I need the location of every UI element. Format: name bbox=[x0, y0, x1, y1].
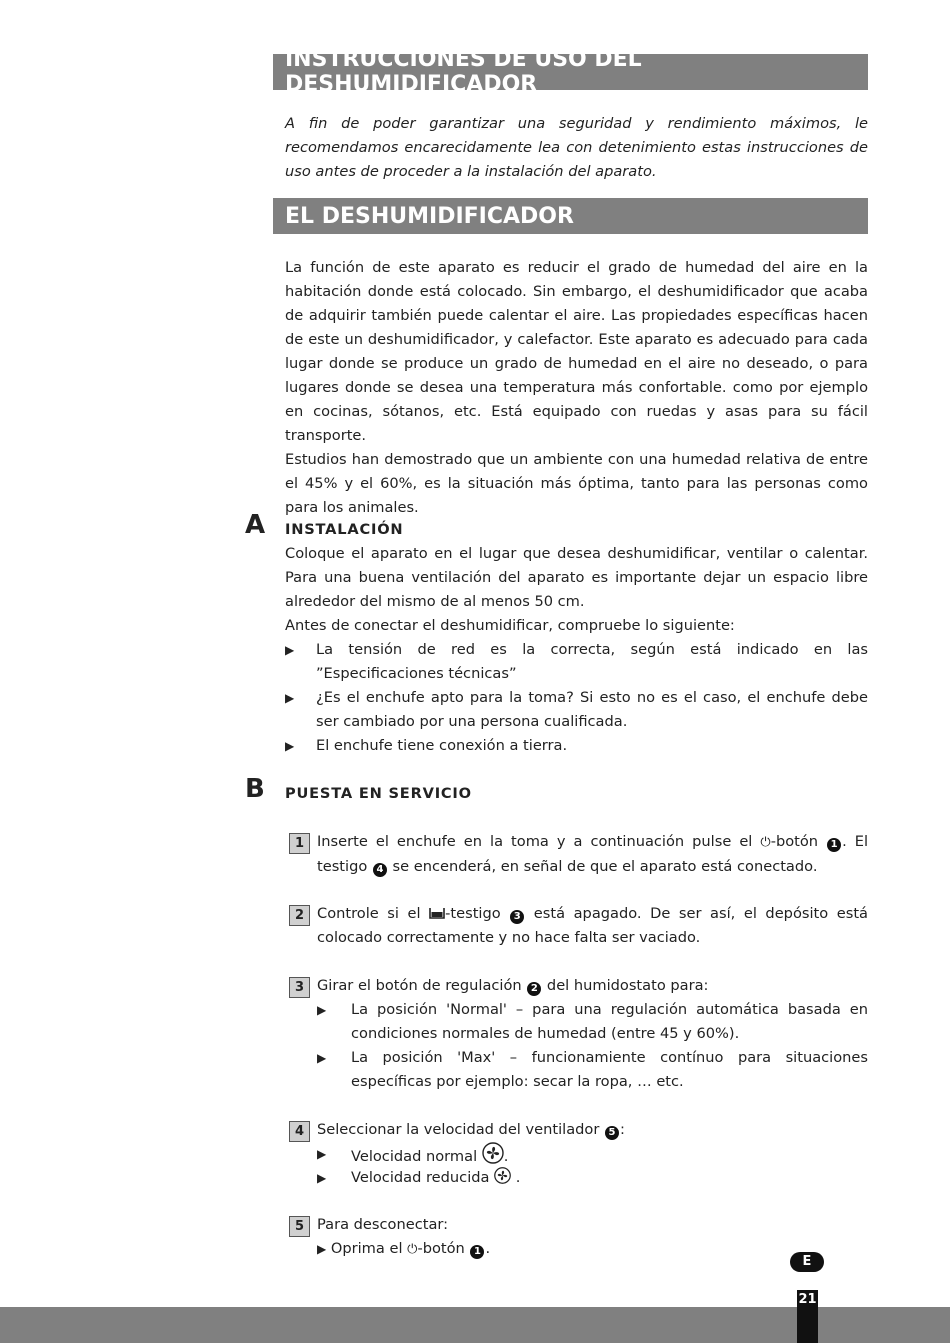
dehumidifier-para-2: Estudios han demostrado que un ambiente con una humedad relativa de entre el 45% y el 60%, es la situación más óptima, tanto para las personas como para los animales. bbox=[285, 451, 868, 516]
bullet-text: ¿Es el enchufe apto para la toma? Si esto no es el caso, el enchufe debe ser cambiado por una persona cualificada. bbox=[316, 689, 868, 730]
step-text: Para desconectar: bbox=[317, 1216, 449, 1233]
marker-1: 1 bbox=[827, 838, 841, 852]
step-text: Girar el botón de regulación 2 del humidostato para: bbox=[317, 977, 709, 994]
section-title-startup: PUESTA EN SERVICIO bbox=[285, 785, 472, 802]
section-title-installation: INSTALACIÓN bbox=[285, 521, 404, 538]
bullet-arrow-icon: ▶ bbox=[317, 1242, 327, 1256]
marker-5: 5 bbox=[605, 1126, 619, 1140]
section-letter-b: B bbox=[245, 774, 265, 804]
sub-bullet-text: La posición 'Normal' – para una regulación automática basada en condiciones normales de humedad (entre 45 y 60%). bbox=[351, 1001, 868, 1042]
fan-normal-icon bbox=[482, 1142, 504, 1164]
main-title: INSTRUCCIONES DE USO DEL DESHUMIDIFICADOR bbox=[273, 54, 868, 90]
step-text: Seleccionar la velocidad del ventilador 5 : bbox=[317, 1121, 625, 1138]
language-badge: E bbox=[790, 1252, 824, 1272]
section-letter-a: A bbox=[245, 510, 266, 540]
power-icon: ⏻ bbox=[407, 1242, 418, 1257]
bullet-arrow-icon: ▶ bbox=[317, 1003, 327, 1017]
bullet-arrow-icon: ▶ bbox=[317, 1147, 327, 1161]
bullet-arrow-icon: ▶ bbox=[285, 691, 295, 705]
bullet-arrow-icon: ▶ bbox=[317, 1171, 327, 1185]
bullet-arrow-icon: ▶ bbox=[317, 1051, 327, 1065]
fan-reduced-icon bbox=[494, 1167, 511, 1184]
dehumidifier-description bbox=[285, 256, 868, 520]
marker-3: 3 bbox=[510, 910, 524, 924]
sub-bullet-text: La posición 'Max' – funcionamiente contínuo para situaciones específicas por ejemplo: secar la ropa, … etc. bbox=[351, 1049, 868, 1090]
step-number: 3 bbox=[289, 977, 310, 998]
list-item bbox=[317, 1237, 868, 1262]
page-number: 21 bbox=[797, 1290, 818, 1343]
bullet-arrow-icon: ▶ bbox=[285, 739, 295, 753]
marker-2: 2 bbox=[527, 982, 541, 996]
step-number: 1 bbox=[289, 833, 310, 854]
water-tank-icon bbox=[429, 907, 445, 919]
intro-text: A fin de poder garantizar una seguridad y rendimiento máximos, le recomendamos encarecidamente lea con detenimiento estas instrucciones de uso antes de proceder a la instalación del aparato. bbox=[285, 115, 868, 180]
power-icon: ⏻ bbox=[760, 835, 771, 850]
step-text: Controle si el -testigo 3 está apagado. De ser así, el depósito está colocado correctamente y no hace falta ser vaciado. bbox=[317, 905, 868, 946]
bullet-arrow-icon: ▶ bbox=[285, 643, 295, 657]
installation-para-1: Coloque el aparato en el lugar que desea deshumidificar, ventilar o calentar. Para una buena ventilación del aparato es importante dejar un espacio libre alrededor del mismo de al menos 50 cm. bbox=[285, 545, 868, 610]
installation-text bbox=[285, 542, 868, 638]
step-number: 5 bbox=[289, 1216, 310, 1237]
sub-bullet-text: ▶ Oprima el ⏻-botón 1 . bbox=[317, 1240, 490, 1257]
step-text: Inserte el enchufe en la toma y a continuación pulse el ⏻-botón 1 . El testigo 4 se encenderá, en señal de que el aparato está conectado. bbox=[317, 833, 868, 875]
bullet-text: El enchufe tiene conexión a tierra. bbox=[316, 737, 568, 754]
marker-1: 1 bbox=[470, 1245, 484, 1259]
step-number: 2 bbox=[289, 905, 310, 926]
dehumidifier-para-1: La función de este aparato es reducir el grado de humedad del aire en la habitación donde está colocado. Sin embargo, el deshumidificador que acaba de adquirir también puede calentar el aire. Las propiedades específicas hacen de este un deshumidificador, y calefactor. Este aparato es adecuado para cada lugar donde se produce un grado de humedad en el aire no deseado, o para lugares donde se desea una temperatura más confortable. como por ejemplo en cocinas, sótanos, etc. Está equipado con ruedas y asas para su fácil transporte. bbox=[285, 259, 868, 444]
sub-bullet-text: Velocidad normal . bbox=[351, 1142, 868, 1169]
marker-4: 4 bbox=[373, 863, 387, 877]
section-title-dehumidifier: EL DESHUMIDIFICADOR bbox=[273, 198, 868, 234]
bullet-text: La tensión de red es la correcta, según está indicado en las ”Especificaciones técnicas” bbox=[316, 641, 868, 682]
sub-bullet-text: Velocidad reducida . bbox=[351, 1169, 521, 1186]
step-number: 4 bbox=[289, 1121, 310, 1142]
installation-para-2: Antes de conectar el deshumidificar, compruebe lo siguiente: bbox=[285, 617, 735, 634]
